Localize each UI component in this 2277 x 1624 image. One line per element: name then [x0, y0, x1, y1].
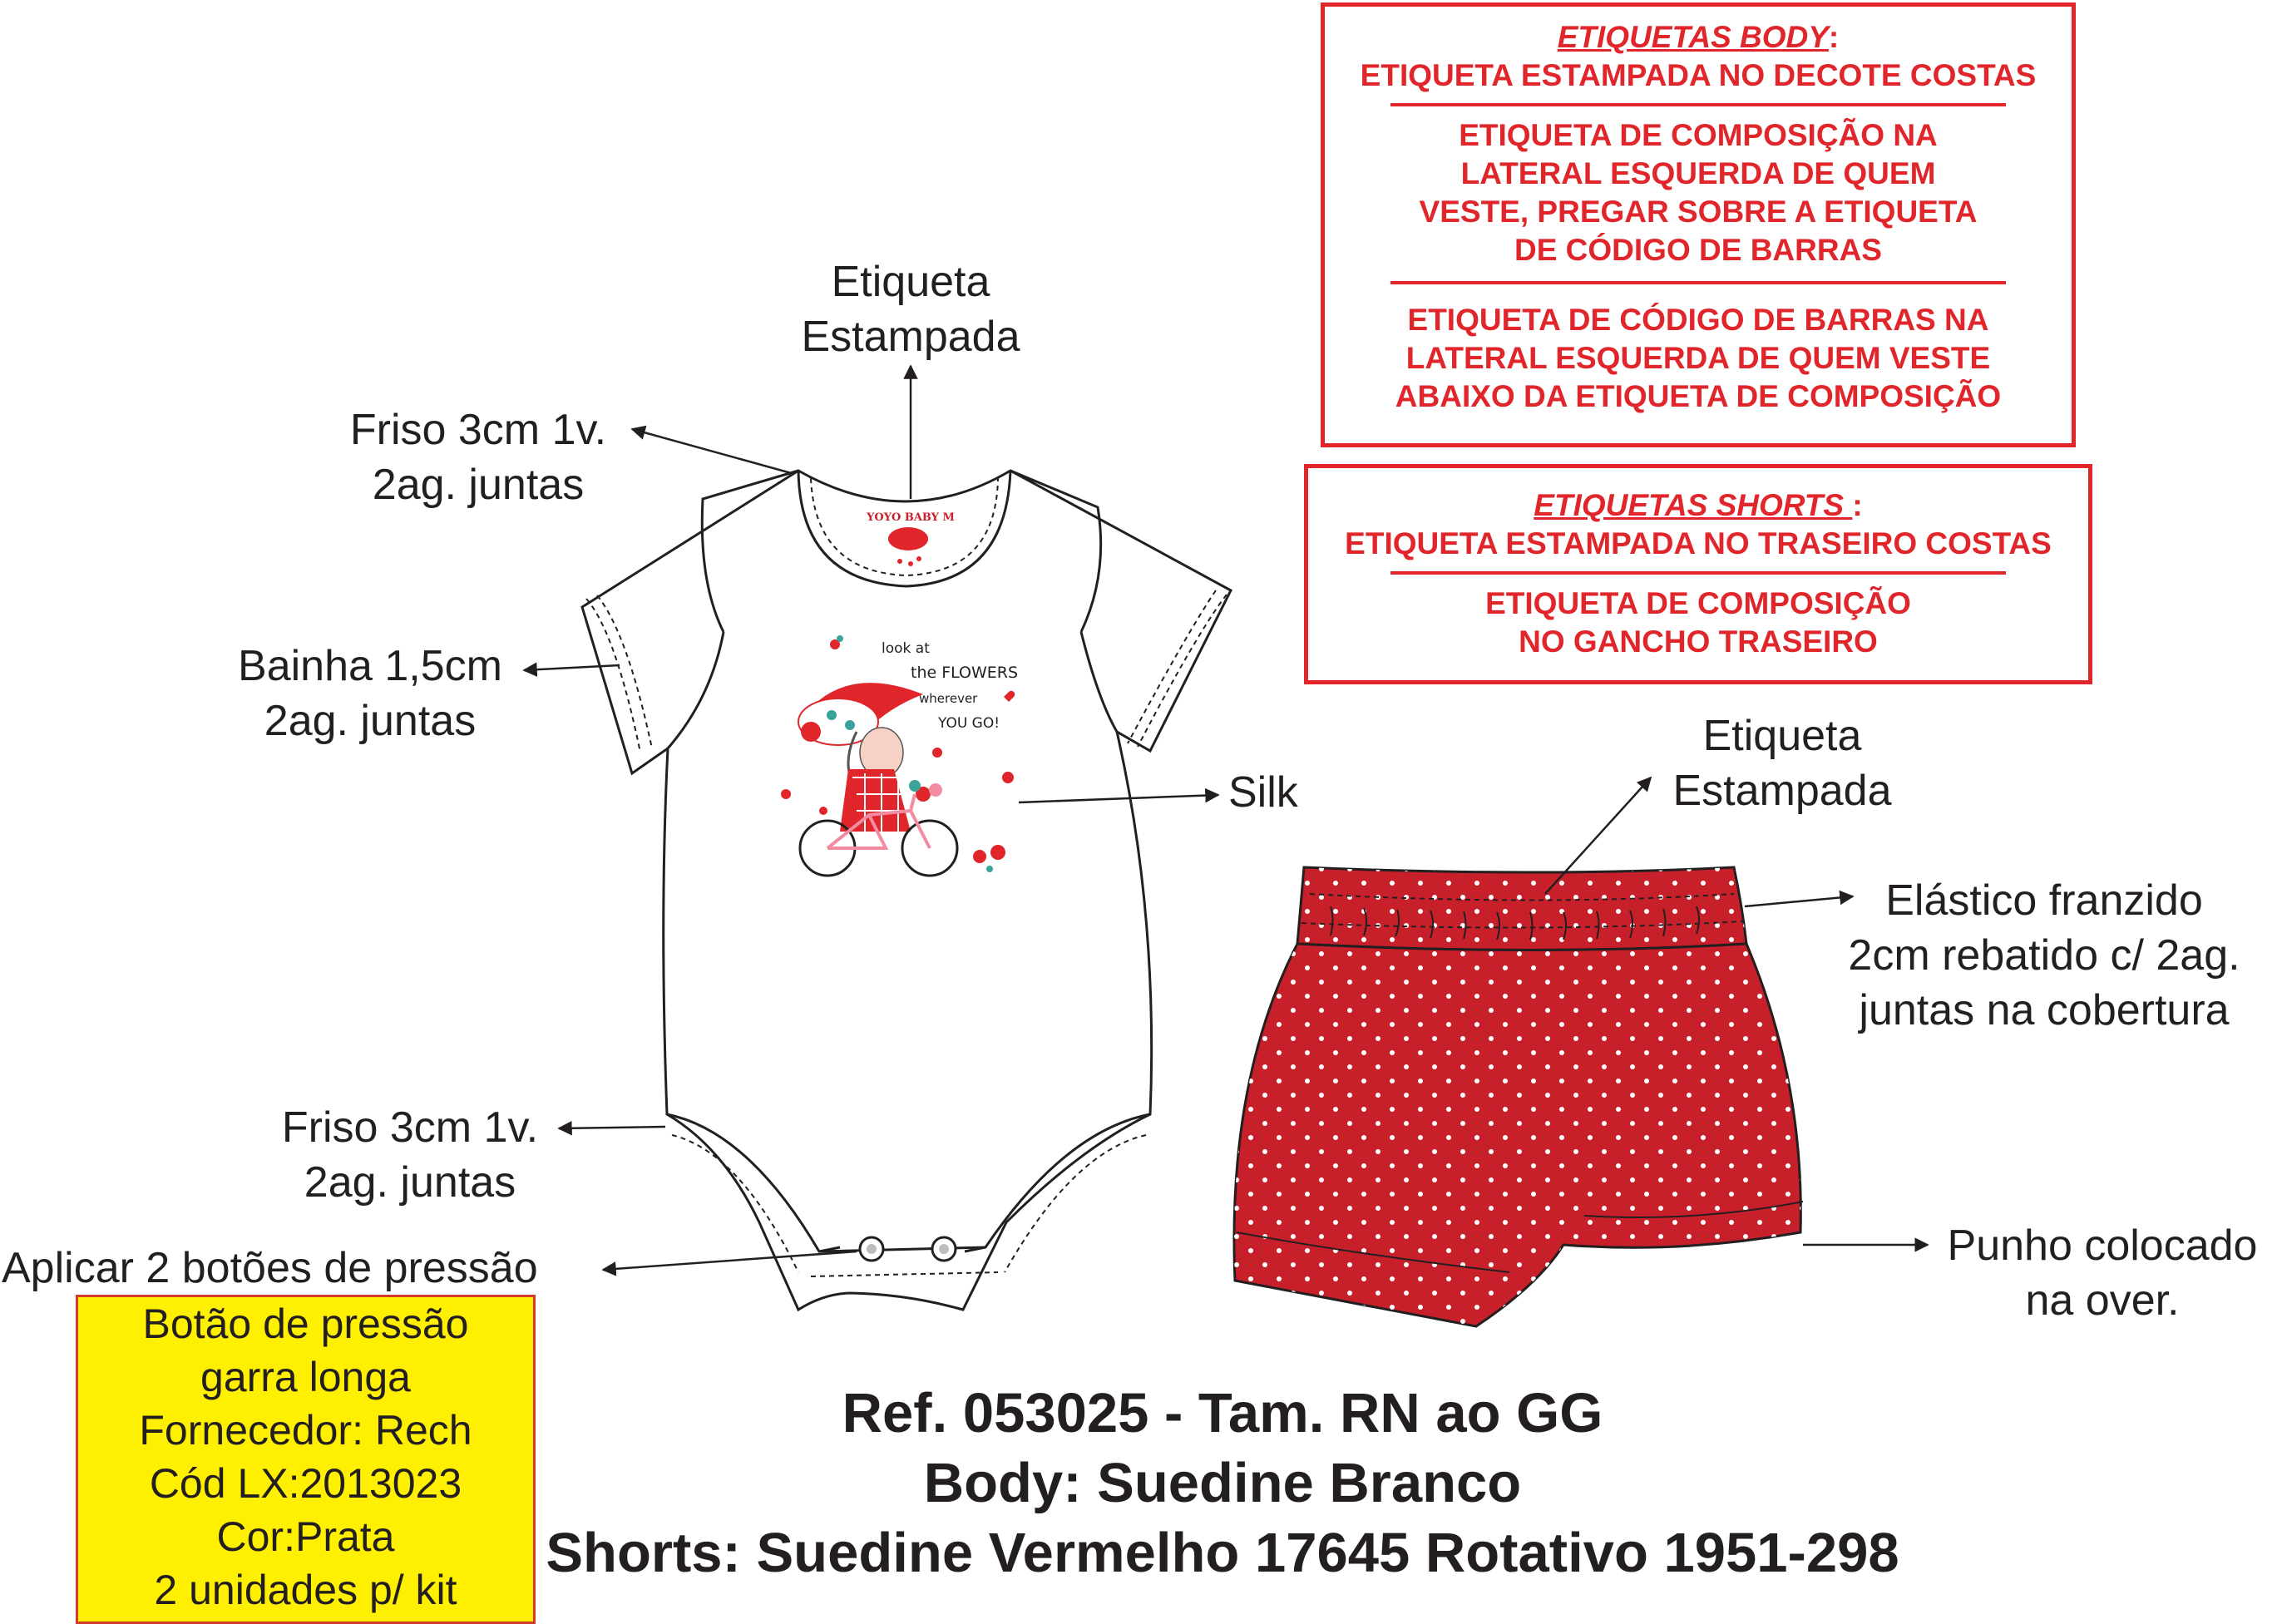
arrow-friso-top: [632, 429, 794, 474]
print-text-2: the FLOWERS: [911, 664, 1019, 682]
spec-line: Cód LX:2013023: [149, 1460, 462, 1507]
label-friso-bottom: Friso 3cm 1v. 2ag. juntas: [281, 1103, 539, 1207]
label-etiqueta-shorts: Etiqueta Estampada: [1672, 712, 1892, 815]
print-text-1: look at: [882, 640, 930, 657]
box-body-text: ABAIXO DA ETIQUETA DE COMPOSIÇÃO: [1395, 379, 2002, 413]
box-body-text: ETIQUETA DE CÓDIGO DE BARRAS NA: [1407, 303, 1989, 337]
spec-line: Cor:Prata: [216, 1513, 395, 1560]
label-elastico: Elástico franzido 2cm rebatido c/ 2ag. juntas na cobertura: [1848, 876, 2240, 1034]
box-body-text: LATERAL ESQUERDA DE QUEM VESTE: [1405, 341, 1991, 375]
label-etiqueta-body: Etiqueta Estampada: [801, 258, 1020, 361]
spec-line: garra longa: [200, 1354, 411, 1400]
footer-body-fabric: Body: Suedine Branco: [923, 1452, 1522, 1514]
footer-shorts-fabric: Shorts: Suedine Vermelho 17645 Rotativo 1951-298: [546, 1522, 1899, 1584]
print-text-4: YOU GO!: [938, 715, 1000, 732]
label-bainha: Bainha 1,5cm 2ag. juntas: [238, 642, 502, 745]
bodysuit-outline: [582, 471, 1231, 1310]
shorts-drawing: [1234, 867, 1803, 1326]
box-body-text: ETIQUETA DE COMPOSIÇÃO NA: [1459, 118, 1938, 152]
bodysuit-drawing: [582, 471, 1231, 1310]
box-shorts-line1: ETIQUETA ESTAMPADA NO TRASEIRO COSTAS: [1345, 526, 2052, 560]
neck-brand-text: YOYO BABY M: [867, 511, 955, 524]
box-body-text: DE CÓDIGO DE BARRAS: [1514, 233, 1882, 267]
spec-line: 2 unidades p/ kit: [154, 1567, 457, 1613]
box-shorts-text: NO GANCHO TRASEIRO: [1519, 624, 1878, 659]
print-text-3: wherever: [919, 691, 978, 706]
divider: [1390, 103, 2006, 106]
box-shorts-text: ETIQUETA DE COMPOSIÇÃO: [1485, 586, 1911, 620]
label-silk: Silk: [1228, 768, 1298, 817]
footer-ref: Ref. 053025 - Tam. RN ao GG: [842, 1382, 1603, 1444]
box-shorts-heading: ETIQUETAS SHORTS :: [1534, 488, 1863, 522]
spec-line: Fornecedor: Rech: [139, 1407, 472, 1454]
box-body-text: VESTE, PREGAR SOBRE A ETIQUETA: [1419, 195, 1978, 229]
label-friso-top: Friso 3cm 1v. 2ag. juntas: [349, 406, 607, 509]
divider: [1390, 281, 2006, 284]
divider: [1390, 571, 2006, 575]
box-body-heading: ETIQUETAS BODY:: [1557, 20, 1840, 54]
spec-line: Botão de pressão: [142, 1301, 469, 1347]
box-body-text: LATERAL ESQUERDA DE QUEM: [1460, 156, 1936, 190]
box-etiquetas-shorts: [1304, 464, 2092, 684]
label-botoes: Aplicar 2 botões de pressão: [2, 1244, 538, 1292]
label-punho: Punho colocado na over.: [1947, 1222, 2258, 1325]
arrow-friso-bottom: [559, 1127, 665, 1128]
box-etiquetas-body: [1321, 2, 2076, 447]
box-body-line1: ETIQUETA ESTAMPADA NO DECOTE COSTAS: [1360, 58, 2037, 92]
